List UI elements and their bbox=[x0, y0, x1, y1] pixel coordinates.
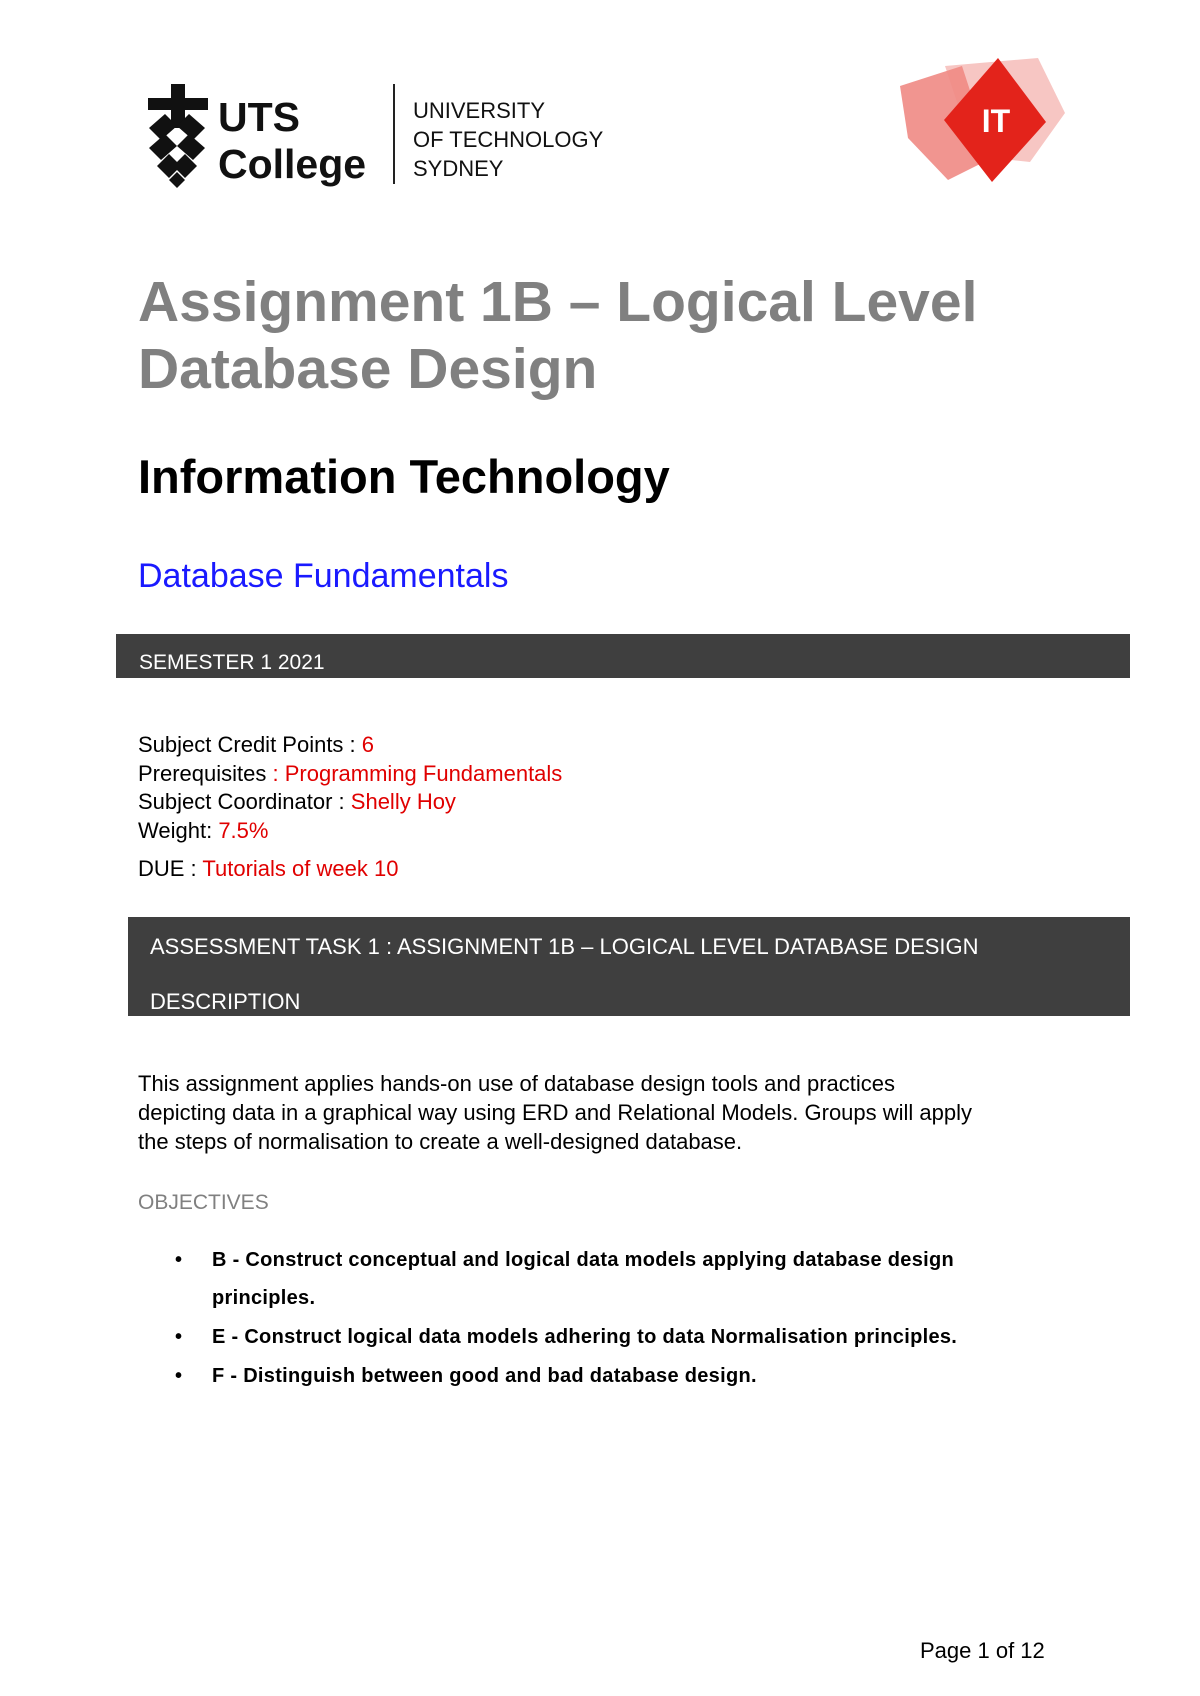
it-faculty-badge bbox=[900, 58, 1065, 183]
detail-value: : Programming Fundamentals bbox=[272, 760, 563, 786]
faculty-heading: Information Technology bbox=[138, 450, 670, 503]
uts-college-logo-mark bbox=[143, 84, 213, 188]
objective-text-line: B - Construct conceptual and logical data models applying database design bbox=[212, 1249, 955, 1271]
detail-coordinator bbox=[138, 788, 562, 817]
objective-text-line: F - Distinguish between good and bad database design. bbox=[212, 1365, 757, 1387]
detail-weight bbox=[138, 817, 562, 846]
objective-item-e bbox=[175, 1318, 1075, 1356]
university-line-1: UNIVERSITY bbox=[413, 98, 546, 123]
detail-credit-points bbox=[138, 731, 562, 760]
detail-value: Tutorials of week 10 bbox=[202, 856, 399, 881]
bullet-icon: • bbox=[175, 1249, 183, 1271]
bullet-icon: • bbox=[175, 1365, 183, 1387]
university-line-3: SYDNEY bbox=[413, 156, 504, 181]
description-line: This assignment applies hands-on use of database design tools and practices bbox=[138, 1071, 896, 1096]
assignment-description bbox=[138, 1069, 1138, 1156]
page-number: Page 1 of 12 bbox=[920, 1638, 1045, 1663]
university-name bbox=[413, 96, 603, 183]
description-line: the steps of normalisation to create a well-designed database. bbox=[138, 1129, 743, 1154]
title-line-1: Assignment 1B – Logical Level bbox=[138, 270, 978, 334]
detail-label: Prerequisites bbox=[138, 760, 273, 786]
subject-details bbox=[138, 731, 562, 884]
detail-prerequisites bbox=[138, 760, 562, 789]
detail-value: 7.5% bbox=[218, 817, 269, 843]
uts-text: UTS bbox=[218, 94, 300, 140]
assessment-task-title: ASSESSMENT TASK 1 : ASSIGNMENT 1B – LOGICAL LEVEL DATABASE DESIGN bbox=[150, 934, 979, 959]
objectives-list bbox=[175, 1241, 1075, 1396]
detail-value: Shelly Hoy bbox=[350, 789, 456, 814]
subject-heading: Database Fundamentals bbox=[138, 557, 509, 595]
university-line-2: OF TECHNOLOGY bbox=[413, 127, 604, 152]
description-line: depicting data in a graphical way using ERD and Relational Models. Groups will apply bbox=[138, 1100, 973, 1125]
uts-college-wordmark bbox=[218, 94, 366, 188]
badge-text: IT bbox=[981, 103, 1011, 139]
objectives-heading: OBJECTIVES bbox=[138, 1191, 269, 1214]
detail-label: DUE : bbox=[138, 856, 203, 881]
semester-label: SEMESTER 1 2021 bbox=[139, 651, 325, 674]
objective-text-line: principles. bbox=[212, 1287, 316, 1309]
objective-text-line: E - Construct logical data models adhering to data Normalisation principles. bbox=[212, 1326, 958, 1348]
logo-divider bbox=[393, 84, 395, 184]
college-text: College bbox=[218, 141, 367, 187]
detail-label: Subject Coordinator : bbox=[138, 789, 351, 814]
detail-label: Subject Credit Points : bbox=[138, 732, 362, 757]
title-line-2: Database Design bbox=[138, 337, 598, 401]
detail-value: 6 bbox=[361, 732, 375, 757]
detail-due bbox=[138, 855, 562, 884]
objective-item-b bbox=[175, 1241, 1075, 1317]
document-title bbox=[138, 269, 1088, 403]
objective-item-f bbox=[175, 1357, 1075, 1395]
detail-label: Weight: bbox=[138, 817, 219, 843]
description-heading: DESCRIPTION bbox=[150, 989, 301, 1014]
bullet-icon: • bbox=[175, 1326, 183, 1348]
